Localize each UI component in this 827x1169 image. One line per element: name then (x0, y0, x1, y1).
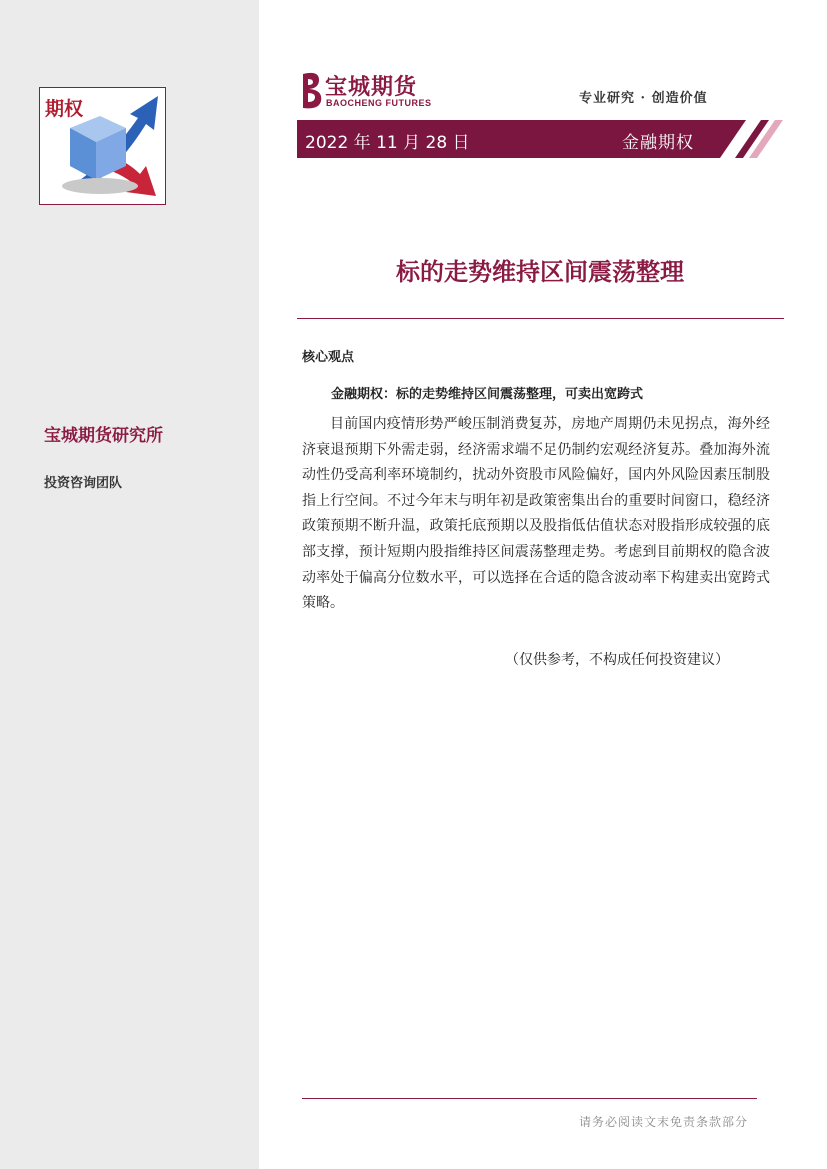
options-badge (39, 87, 166, 205)
slogan: 专业研究 · 创造价值 (579, 91, 708, 106)
footer-divider (302, 1098, 757, 1099)
date-banner (297, 120, 783, 158)
team-name: 投资咨询团队 (44, 476, 123, 491)
report-body: 目前国内疫情形势严峻压制消费复苏，房地产周期仍未见拐点，海外经济衰退预期下外需走弱，经济需求端不足仍制约宏观经济复苏。叠加海外流动性仍受高利率环境制约，扰动外资股市风险偏好，国内外风险因素压制股指上行空间。不过今年末与明年初是政策密集出台的重要时间窗口，稳经济政策预期不断升温，政策托底预期以及股指低估值状态对股指形成较强的底部支撑，预计短期内股指维持区间震荡整理走势。考虑到目前期权的隐含波动率处于偏高分位数水平，可以选择在合适的隐含波动率下构建卖出宽跨式策略。 (302, 416, 770, 612)
company-logo (297, 70, 437, 112)
badge-label: 期权 (45, 98, 84, 120)
title-divider (297, 318, 784, 319)
baocheng-logo-icon (297, 70, 325, 110)
sidebar (0, 0, 259, 1169)
institute-name: 宝城期货研究所 (44, 426, 163, 446)
report-date: 2022 年 11 月 28 日 (305, 133, 470, 153)
report-title: 标的走势维持区间震荡整理 (396, 258, 684, 286)
footer-disclaimer: 请务必阅读文末免责条款部分 (579, 1115, 749, 1129)
logo-english-name: BAOCHENG FUTURES (326, 98, 432, 108)
logo-chinese-name: 宝城期货 (325, 74, 418, 100)
view-subheading: 金融期权：标的走势维持区间震荡整理，可卖出宽跨式 (331, 387, 644, 402)
core-view-heading: 核心观点 (302, 350, 355, 365)
report-section: 金融期权 (622, 133, 694, 153)
reference-note: （仅供参考，不构成任何投资建议） (505, 652, 729, 668)
